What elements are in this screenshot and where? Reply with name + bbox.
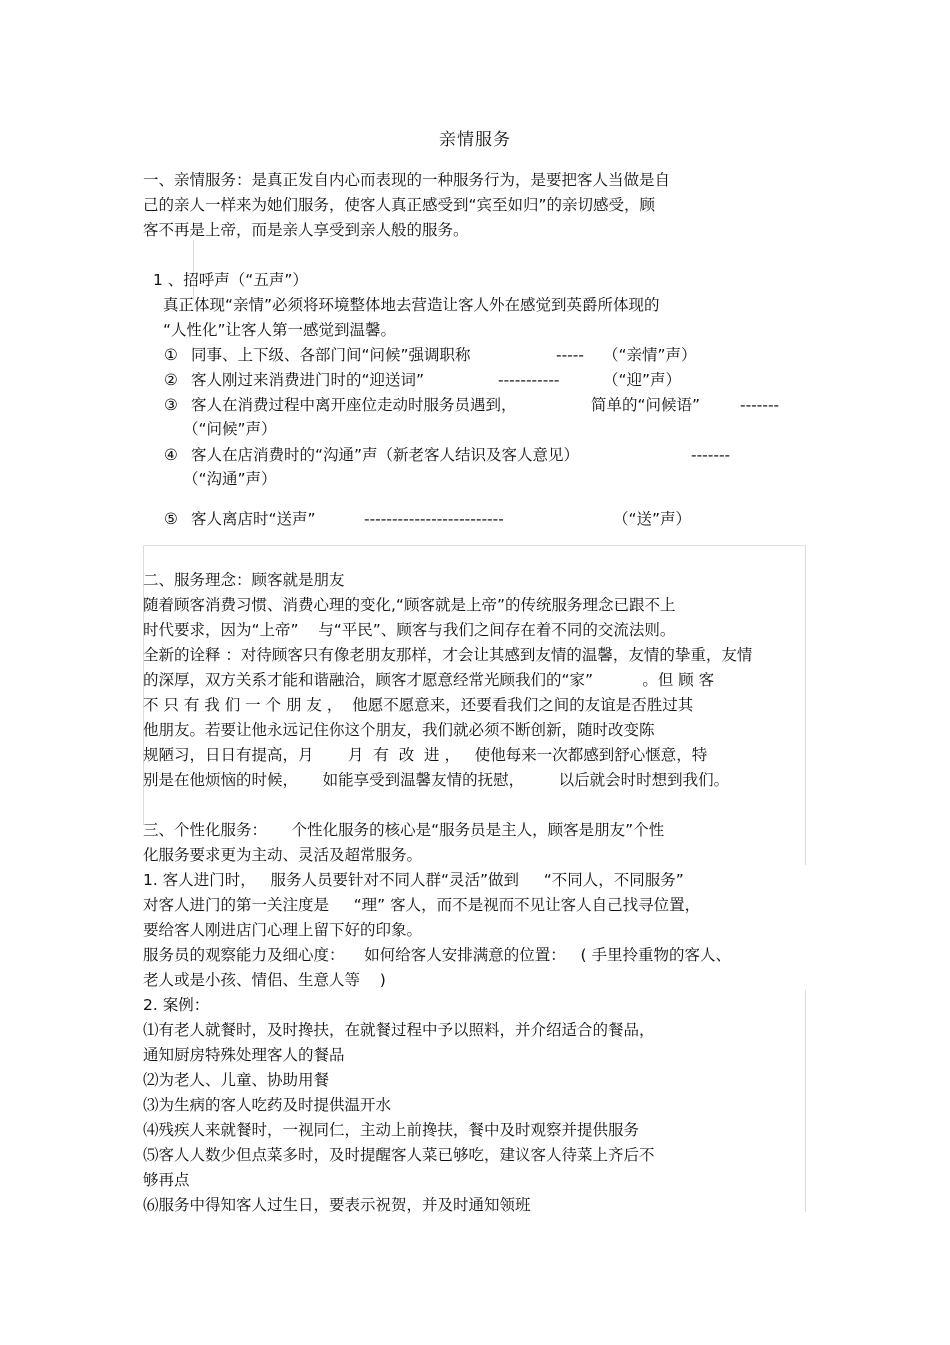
- section2-line: 规陋习，日日有提高，月 月 有 改 进 ， 使他每来一次都感到舒心惬意，特: [143, 746, 708, 764]
- item-number: ③: [164, 396, 178, 414]
- section3-line: 2. 案例：: [143, 996, 210, 1014]
- case-item: ⑹服务中得知客人过生日，要表示祝贺，并及时通知领班: [143, 1196, 531, 1214]
- item-dash: -------: [691, 446, 731, 464]
- section3-heading: 三、个性化服务： 个性化服务的核心是“服务员是主人，顾客是朋友”个性: [143, 821, 665, 839]
- item-text: 客人离店时“送声”: [191, 510, 316, 528]
- scan-line: [805, 990, 806, 1212]
- section2-line: 随着顾客消费习惯、消费心理的变化,“顾客就是上帝”的传统服务理念已跟不上: [143, 596, 676, 614]
- page-title: 亲情服务: [439, 130, 511, 150]
- section3-heading: 化服务要求更为主动、灵活及超常服务。: [143, 846, 423, 864]
- case-item: ⑷残疾人来就餐时，一视同仁，主动上前搀扶，餐中及时观察并提供服务: [143, 1121, 640, 1139]
- section1-line: 己的亲人一样来为她们服务，使客人真正感受到“宾至如归”的亲切感受，顾: [143, 196, 656, 214]
- item-number: ①: [164, 346, 178, 364]
- item-extra: 简单的“问候语”: [591, 396, 701, 414]
- item-text: 客人在店消费时的“沟通”声（新老客人结识及客人意见）: [191, 446, 580, 464]
- case-item: ⑸客人人数少但点菜多时，及时提醒客人菜已够吃，建议客人待菜上齐后不: [143, 1146, 655, 1164]
- section1-line: 客不再是上帝，而是亲人享受到亲人般的服务。: [143, 221, 469, 239]
- section2-line: 的深厚，双方关系才能和谐融洽，顾客才愿意经常光顾我们的“家” 。但 顾 客: [143, 671, 715, 689]
- section1-line: 一、亲情服务：是真正发自内心而表现的一种服务行为，是要把客人当做是自: [143, 171, 671, 189]
- item-number: ②: [164, 371, 178, 389]
- item-dash: -----------: [498, 371, 560, 389]
- item-tag: （“迎”声）: [603, 371, 682, 389]
- section3-line: 老人或是小孩、情侣、生意人等 ): [143, 971, 386, 989]
- item-tag: （“亲情”声）: [603, 346, 697, 364]
- item-dash: -----: [556, 346, 584, 364]
- item-text: 同事、上下级、各部门间“问候”强调职称: [191, 346, 471, 364]
- item-number: ⑤: [164, 510, 178, 528]
- section3-line: 服务员的观察能力及细心度： 如何给客人安排满意的位置： ( 手里拎重物的客人、: [143, 946, 731, 964]
- greeting-intro: “人性化”让客人第一感觉到温馨。: [163, 321, 397, 339]
- section3-line: 1. 客人进门时， 服务人员要针对不同人群“灵活”做到 “不同人，不同服务”: [143, 871, 684, 889]
- section2-line: 时代要求，因为“上帝” 与“平民”、顾客与我们之间存在着不同的交流法则。: [143, 621, 676, 639]
- scan-line: [805, 545, 806, 865]
- item-tag: （“送”声）: [613, 510, 692, 528]
- greeting-intro: 真正体现“亲情”必须将环境整体地去营造让客人外在感觉到英爵所体现的: [163, 296, 660, 314]
- case-item: 够再点: [143, 1171, 190, 1189]
- case-item: 通知厨房特殊处理客人的餐品: [143, 1046, 345, 1064]
- section2-line: 别是在他烦恼的时候， 如能享受到温馨友情的抚慰， 以后就会时时想到我们。: [143, 771, 730, 789]
- section2-line: 他朋友。若要让他永远记住你这个朋友，我们就必须不断创新，随时改变陈: [143, 721, 655, 739]
- case-item: ⑴有老人就餐时，及时搀扶，在就餐过程中予以照料，并介绍适合的餐品，: [143, 1021, 655, 1039]
- item-dash: -------: [740, 396, 780, 414]
- case-item: ⑶为生病的客人吃药及时提供温开水: [143, 1096, 392, 1114]
- item-tag: （“问候”声）: [183, 420, 277, 438]
- item-number: ④: [164, 446, 178, 464]
- section2-line: 全新的诠释 ：对待顾客只有像老朋友那样，才会让其感到友情的温馨，友情的挚重，友情: [143, 646, 753, 664]
- scan-line: [143, 545, 806, 546]
- section3-line: 要给客人刚进店门心理上留下好的印象。: [143, 921, 423, 939]
- greeting-heading: 1 、招呼声（“五声”）: [153, 271, 308, 289]
- item-dash: -------------------------: [364, 510, 504, 528]
- item-text: 客人刚过来消费进门时的“迎送词”: [191, 371, 425, 389]
- section2-line: 不 只 有 我 们 一 个 朋 友 ， 他愿不愿意来，还要看我们之间的友谊是否胜过其: [143, 696, 694, 714]
- section3-line: 对客人进门的第一关注度是 “理” 客人，而不是视而不见让客人自己找寻位置，: [143, 896, 701, 914]
- item-text: 客人在消费过程中离开座位走动时服务员遇到，: [191, 396, 517, 414]
- case-item: ⑵为老人、儿童、协助用餐: [143, 1071, 330, 1089]
- item-tag: （“沟通”声）: [183, 470, 277, 488]
- section2-heading: 二、服务理念：顾客就是朋友: [143, 571, 345, 589]
